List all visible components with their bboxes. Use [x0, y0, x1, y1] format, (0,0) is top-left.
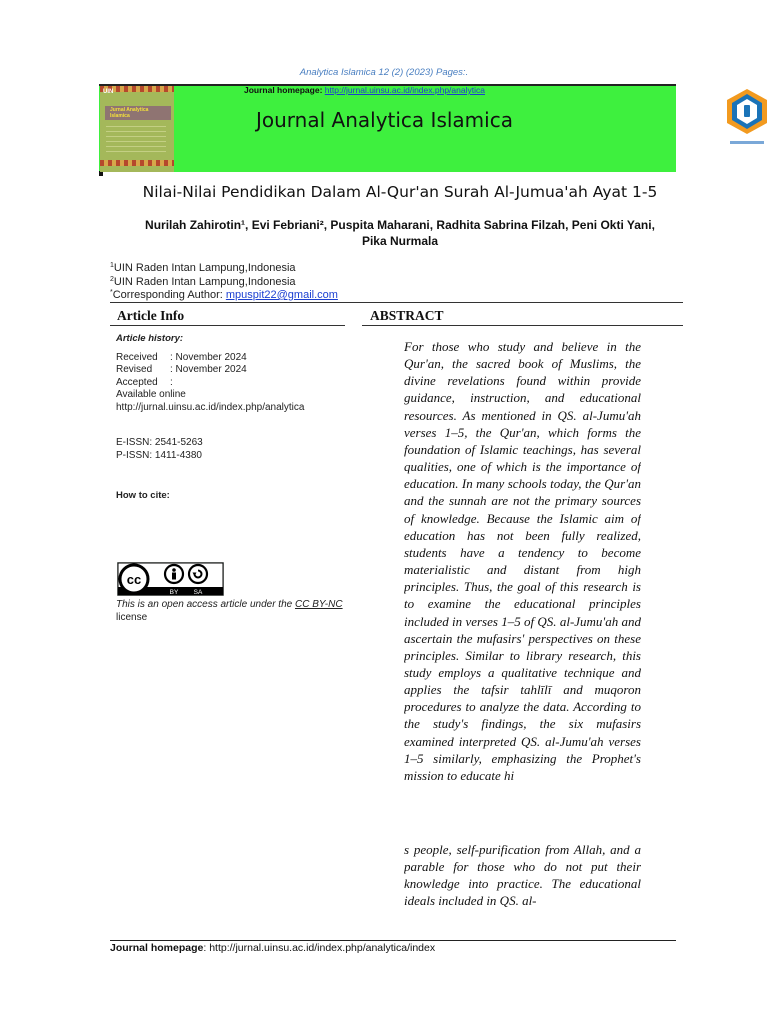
issn-block [116, 437, 346, 462]
abstract-paragraph-1: For those who study and believe in the Qur'an, the sacred book of Muslims, the divine revelations found within provide guidance, instruction, and educational resources. As mentioned in QS. al-Jumu'ah verses 1–5, the Qur'an, which forms the foundation of Islamic teachings, has several qualities, one of which is the importance of education. In many schools today, the Qur'an and the sunnah are not the primary sources of knowledge. Because the Islamic aim of education has not been fully realized, students have a tendency to become materialistic and distant from high principles. Thus, the goal of this research is to examine the educational principles included in verses 1–5 of QS. al-Jumu'ah and ascertain the mufasirs' perspectives on these principles. Similar to library research, this study employs a qualitative technique and applies the tafsir tahlīlī and muqoron procedures to analyze the data. According to the study's findings, the six mufasirs examined interpreted QS. al-Jumu'ah verses 1–5 similarly, emphasizing the Prophet's mission to educate hi [404, 339, 641, 783]
history-accepted [116, 377, 346, 390]
corresponding-label: Corresponding Author: [112, 289, 226, 301]
affiliation-mark: * [110, 289, 113, 296]
abstract-body [404, 338, 641, 826]
creative-commons-by-sa-icon [117, 562, 224, 596]
history-value: : November 2024 [170, 364, 247, 375]
history-value: : November 2024 [170, 351, 247, 363]
running-head: Analytica Islamica 12 (2) (2023) Pages:. [299, 67, 469, 78]
available-online: Available online [116, 389, 186, 400]
author-line: Nurilah Zahirotin¹, Evi Febriani², Puspita Maharani, Radhita Sabrina Filzah, Peni Okti Yani, [145, 218, 655, 232]
svg-text:cc: cc [126, 572, 142, 587]
article-info-heading: Article Info [117, 308, 185, 323]
header-divider [110, 302, 683, 303]
history-received [116, 352, 346, 365]
pissn: P-ISSN: 1411-4380 [116, 449, 202, 461]
cc-by-label: BY [169, 589, 179, 596]
affiliation-2 [110, 276, 296, 288]
author-line: Pika Nurmala [361, 234, 439, 248]
journal-cover-thumbnail [100, 86, 174, 172]
history-key: Revised [116, 364, 153, 375]
footer-label: Journal homepage [110, 942, 204, 954]
history-value: : [170, 376, 173, 388]
abstract-continuation [404, 841, 641, 911]
author-list [110, 217, 690, 249]
homepage-label: Journal homepage: [244, 85, 323, 95]
history-revised [116, 364, 346, 377]
license-link[interactable]: CC BY-NC [294, 599, 343, 610]
cover-uin-label: UIN [103, 89, 114, 95]
license-statement [116, 599, 346, 624]
journal-title: Journal Analytica Islamica [256, 108, 513, 132]
cc-sa-label: SA [193, 589, 203, 596]
affiliation-mark: 2 [110, 276, 114, 283]
affiliation-text: UIN Raden Intan Lampung,Indonesia [113, 262, 296, 274]
license-prefix: This is an open access article under the [116, 599, 295, 610]
abstract-paragraph-2: s people, self-purification from Allah, and a parable for those who do not put their knowledge into practice. The educational ideals included in QS. al- [404, 842, 641, 909]
article-history [116, 333, 346, 414]
affiliation-text: UIN Raden Intan Lampung,Indonesia [113, 276, 296, 288]
corresponding-author [110, 289, 338, 301]
cover-ornament-band-bottom [100, 160, 174, 166]
homepage-link[interactable]: http://jurnal.uinsu.ac.id/index.php/analytica [324, 85, 485, 95]
abstract-heading: ABSTRACT [370, 308, 444, 323]
eissn: E-ISSN: 2541-5263 [116, 437, 203, 448]
publisher-hexagon-logo [722, 87, 768, 151]
article-info-rule [110, 325, 345, 326]
affiliation-1 [110, 262, 296, 274]
paper-title: Nilai-Nilai Pendidikan Dalam Al-Qur'an Surah Al-Jumua'ah Ayat 1-5 [142, 183, 658, 201]
footer-url: : http://jurnal.uinsu.ac.id/index.php/analytica/index [203, 942, 436, 954]
banner-homepage [244, 85, 485, 95]
license-suffix: license [116, 611, 148, 623]
how-to-cite: How to cite: [116, 490, 170, 501]
abstract-rule [362, 325, 683, 326]
affiliation-mark: 1 [110, 262, 114, 269]
corresponding-email-link[interactable]: mpuspit22@gmail.com [225, 289, 338, 301]
footer-rule [110, 940, 676, 941]
history-key: Received [116, 351, 158, 363]
article-history-label: Article history: [116, 333, 184, 344]
footer-homepage [110, 942, 435, 954]
cover-decoration [106, 126, 166, 154]
history-key: Accepted [116, 376, 158, 388]
cover-title: Jurnal Analytica Islamica [110, 107, 149, 119]
online-url: http://jurnal.uinsu.ac.id/index.php/analytica [116, 401, 305, 413]
